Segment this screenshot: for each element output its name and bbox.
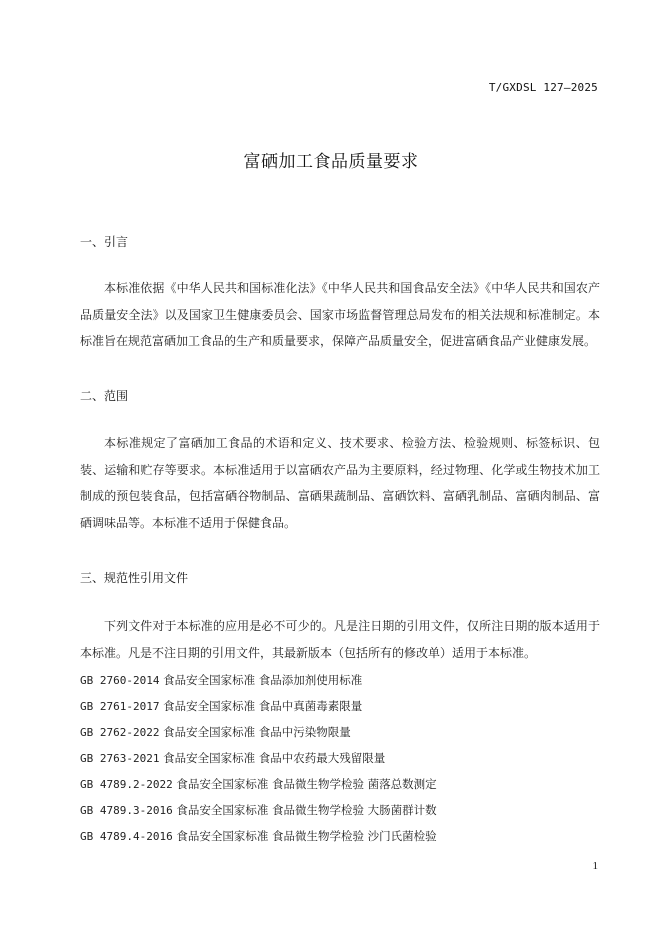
reference-title: 食品安全国家标准 食品微生物学检验 沙门氏菌检验 <box>176 829 437 843</box>
reference-item <box>80 776 600 792</box>
reference-title: 食品安全国家标准 食品中污染物限量 <box>163 725 351 739</box>
reference-item <box>80 802 600 818</box>
reference-title: 食品安全国家标准 食品添加剂使用标准 <box>163 673 363 687</box>
reference-code: GB 2760-2014 <box>80 674 160 687</box>
reference-title: 食品安全国家标准 食品中真菌毒素限量 <box>163 699 363 713</box>
section-body-introduction: 本标准依据《中华人民共和国标准化法》《中华人民共和国食品安全法》《中华人民共和国农产品质量安全法》以及国家卫生健康委员会、国家市场监督管理总局发布的相关法规和标准制定。本标准旨在规范富硒加工食品的生产和质量要求，保障产品质量安全，促进富硒食品产业健康发展。 <box>80 281 600 348</box>
reference-code: GB 4789.4-2016 <box>80 830 173 843</box>
reference-title: 食品安全国家标准 食品微生物学检验 菌落总数测定 <box>176 777 437 791</box>
reference-code: GB 4789.2-2022 <box>80 778 173 791</box>
section-body-scope: 本标准规定了富硒加工食品的术语和定义、技术要求、检验方法、检验规则、标签标识、包装、运输和贮存等要求。本标准适用于以富硒农产品为主要原料，经过物理、化学或生物技术加工制成的预包装食品，包括富硒谷物制品、富硒果蔬制品、富硒饮料、富硒乳制品、富硒肉制品、富硒调味品等。本标准不适用于保健食品。 <box>80 436 600 530</box>
section-body-normative-references: 下列文件对于本标准的应用是必不可少的。凡是注日期的引用文件，仅所注日期的版本适用于本标准。凡是不注日期的引用文件，其最新版本（包括所有的修改单）适用于本标准。 <box>80 619 600 660</box>
reference-item <box>80 672 600 688</box>
reference-item <box>80 698 600 714</box>
section-heading-normative-references: 三、规范性引用文件 <box>80 571 189 585</box>
reference-item <box>80 828 600 844</box>
document-title: 富硒加工食品质量要求 <box>243 152 419 172</box>
reference-item <box>80 750 600 766</box>
reference-title: 食品安全国家标准 食品中农药最大残留限量 <box>163 751 386 765</box>
reference-title: 食品安全国家标准 食品微生物学检验 大肠菌群计数 <box>176 803 437 817</box>
reference-code: GB 2763-2021 <box>80 752 160 765</box>
standard-code: T/GXDSL 127—2025 <box>488 81 598 94</box>
page-number: 1 <box>592 860 598 872</box>
section-heading-introduction: 一、引言 <box>80 235 129 249</box>
reference-code: GB 2762-2022 <box>80 726 160 739</box>
section-heading-scope: 二、范围 <box>80 389 129 403</box>
reference-item <box>80 724 600 740</box>
reference-code: GB 2761-2017 <box>80 700 160 713</box>
reference-code: GB 4789.3-2016 <box>80 804 173 817</box>
